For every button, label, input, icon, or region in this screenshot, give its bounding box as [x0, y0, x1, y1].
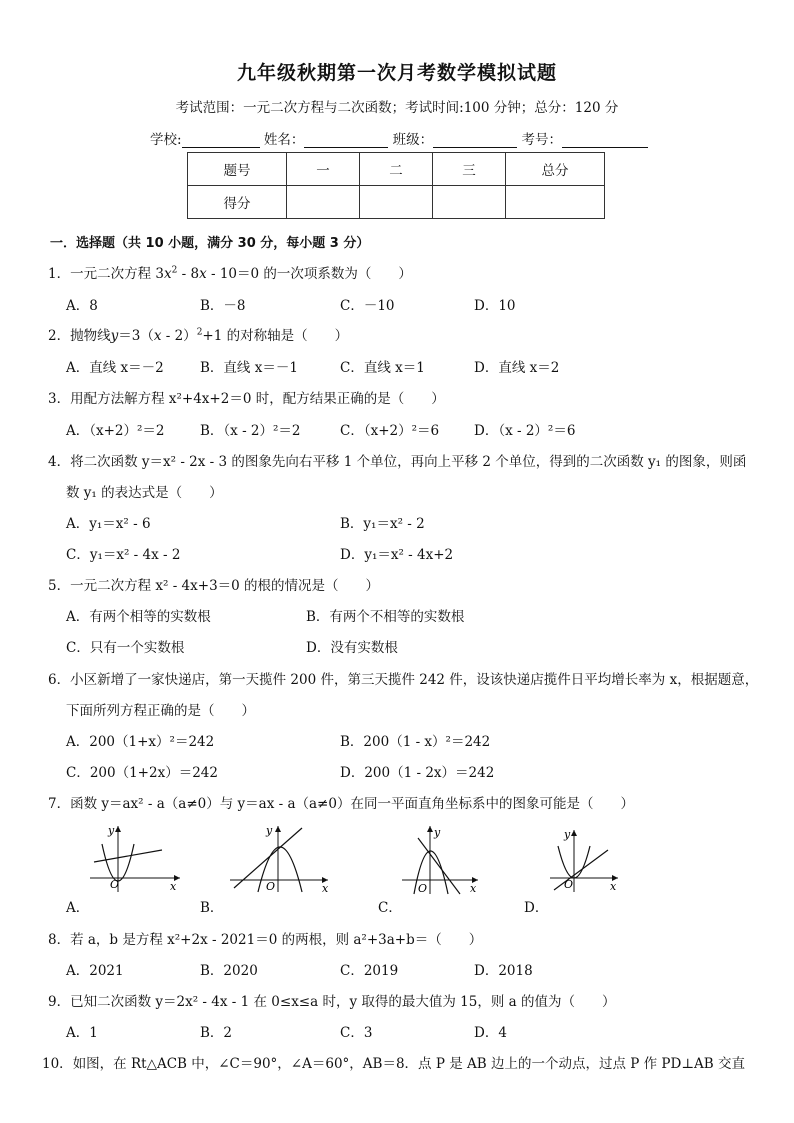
student-info-line [150, 128, 648, 148]
score-cell[interactable] [287, 186, 360, 219]
y-axis-label: y [564, 828, 571, 841]
option-b[interactable]: B．2020 [200, 963, 258, 979]
question-text: 如图，在 Rt△ACB 中，∠C＝90°，∠A＝60°，AB＝8．点 P 是 AB 边上的一个动点，过点 P 作 PD⊥AB 交直 [72, 1056, 745, 1072]
graph-option-d [548, 824, 622, 894]
option-d[interactable]: D．200（1 - 2x）＝242 [340, 765, 495, 781]
option-d[interactable]: D．（x - 2）²＝6 [474, 423, 576, 439]
question-number: 7． [48, 796, 71, 812]
graph-option-c [400, 822, 484, 896]
score-cell[interactable] [360, 186, 433, 219]
y-axis-label: y [266, 824, 273, 837]
option-b[interactable]: B．200（1 - x）²＝242 [340, 734, 491, 750]
question-5 [48, 574, 379, 594]
score-row-label: 得分 [188, 186, 287, 219]
option-c[interactable]: C．2019 [340, 963, 399, 979]
question-7 [48, 792, 634, 812]
class-label: 班级： [392, 132, 434, 148]
option-b[interactable]: B．y₁＝x² - 2 [340, 516, 425, 532]
option-a[interactable]: A．200（1+x）²＝242 [66, 734, 215, 750]
question-text: 用配方法解方程 x²+4x+2＝0 时，配方结果正确的是（ ） [70, 391, 445, 407]
option-c[interactable]: C．只有一个实数根 [66, 640, 185, 656]
question-text: 小区新增了一家快递店，第一天揽件 200 件，第三天揽件 242 件，设该快递店揽件日平均增长率为 x，根据题意， [70, 672, 759, 688]
question-number: 5． [48, 578, 71, 594]
question-number: 3． [48, 391, 71, 407]
question-6-line2: 下面所列方程正确的是（ ） [66, 703, 255, 719]
option-a[interactable]: A．8 [66, 298, 98, 314]
option-c[interactable]: C．200（1+2x）＝242 [66, 765, 218, 781]
score-table-header-row [188, 153, 605, 186]
question-text: 若 a，b 是方程 x²+2x - 2021＝0 的两根，则 a²+3a+b＝（ ） [70, 932, 483, 948]
score-table-score-row [188, 186, 605, 219]
score-cell[interactable] [506, 186, 605, 219]
question-2: 2．抛物线y＝3（x - 2）$^2$+1 的对称轴是（ ） [48, 327, 349, 344]
class-field[interactable] [433, 133, 517, 148]
y-axis-label: y [108, 824, 115, 837]
question-text: 将二次函数 y＝x² - 2x - 3 的图象先向右平移 1 个单位，再向上平移 2 个单位，得到的二次函数 y₁ 的图象，则函 [70, 454, 747, 470]
graph-option-a [88, 822, 184, 894]
question-number: 10． [42, 1056, 73, 1072]
option-c[interactable]: C．3 [340, 1025, 373, 1041]
question-3 [48, 387, 445, 407]
question-number: 9． [48, 994, 71, 1010]
option-a[interactable]: A． [66, 900, 90, 916]
question-number: 1． [48, 266, 71, 282]
score-cell[interactable] [433, 186, 506, 219]
option-d[interactable]: D．没有实数根 [306, 640, 398, 656]
question-9 [48, 990, 615, 1010]
score-header-cell: 总分 [506, 153, 605, 186]
question-text: - 8 [177, 266, 200, 282]
option-b[interactable]: B．（x - 2）²＝2 [200, 423, 301, 439]
question-4 [48, 450, 746, 470]
question-text: 一元二次方程 x² - 4x+3＝0 的根的情况是（ ） [70, 578, 380, 594]
question-10 [42, 1052, 745, 1072]
score-header-cell: 二 [360, 153, 433, 186]
question-6 [48, 668, 758, 688]
option-b[interactable]: B．直线 x＝－1 [200, 360, 298, 376]
section-heading: 一．选择题（共 10 小题，满分 30 分，每小题 3 分） [50, 236, 370, 251]
question-1: 1．一元二次方程 $3x^2 - 8x - 10=0$ 的一次项系数为（ ） [48, 265, 412, 282]
origin-label: O [266, 880, 276, 893]
origin-label: O [110, 878, 120, 891]
name-label: 姓名： [263, 132, 305, 148]
x-axis-label: x [322, 882, 329, 894]
question-number: 8． [48, 932, 71, 948]
x-axis-label: x [470, 882, 477, 895]
origin-label: O [418, 882, 428, 895]
option-c[interactable]: C． [378, 900, 402, 916]
id-field[interactable] [562, 133, 648, 148]
question-text: 函数 y＝ax² - a（a≠0）与 y＝ax - a（a≠0）在同一平面直角坐标系中的图象可能是（ ） [70, 796, 634, 812]
exam-subtitle: 考试范围：一元二次方程与二次函数；考试时间:100 分钟；总分：120 分 [175, 100, 619, 116]
score-header-cell: 三 [433, 153, 506, 186]
question-text: 抛物线 [70, 328, 111, 344]
score-header-cell: 题号 [188, 153, 287, 186]
option-b[interactable]: B． [200, 900, 224, 916]
option-d[interactable]: D．直线 x＝2 [474, 360, 560, 376]
question-number: 2． [48, 328, 71, 344]
option-b[interactable]: B．2 [200, 1025, 233, 1041]
origin-label: O [564, 878, 574, 891]
y-axis-label: y [434, 826, 441, 839]
question-8 [48, 928, 482, 948]
name-field[interactable] [304, 133, 388, 148]
option-a[interactable]: A．2021 [66, 963, 124, 979]
question-4-line2: 数 y₁ 的表达式是（ ） [66, 485, 223, 501]
score-header-cell: 一 [287, 153, 360, 186]
question-text: - 10＝0 的一次项系数为（ ） [206, 266, 412, 282]
option-a[interactable]: A．y₁＝x² - 6 [66, 516, 151, 532]
option-d[interactable]: D．10 [474, 298, 516, 314]
option-a[interactable]: A．有两个相等的实数根 [66, 609, 211, 625]
question-text: 一元二次方程 3 [70, 266, 164, 282]
option-c[interactable]: C．（x+2）²＝6 [340, 423, 440, 439]
question-text: 已知二次函数 y＝2x² - 4x - 1 在 0≤x≤a 时，y 取得的最大值为 15，则 a 的值为（ ） [70, 994, 616, 1010]
option-d[interactable]: D． [524, 900, 549, 916]
id-label: 考号： [521, 132, 562, 148]
x-axis-label: x [610, 880, 617, 893]
option-c[interactable]: C．－10 [340, 298, 395, 314]
x-axis-label: x [170, 880, 177, 893]
option-d[interactable]: D．4 [474, 1025, 507, 1041]
option-a[interactable]: A．1 [66, 1025, 98, 1041]
school-field[interactable] [182, 133, 260, 148]
option-a[interactable]: A．（x+2）²＝2 [66, 423, 165, 439]
option-b[interactable]: B．－8 [200, 298, 246, 314]
question-number: 4． [48, 454, 71, 470]
option-d[interactable]: D．y₁＝x² - 4x+2 [340, 547, 454, 563]
question-number: 6． [48, 672, 71, 688]
option-d[interactable]: D．2018 [474, 963, 533, 979]
option-a[interactable]: A．直线 x＝－2 [66, 360, 164, 376]
score-table [187, 152, 605, 219]
page-title: 九年级秋期第一次月考数学模拟试题 [236, 62, 557, 84]
option-c[interactable]: C．直线 x＝1 [340, 360, 425, 376]
option-c[interactable]: C．y₁＝x² - 4x - 2 [66, 547, 181, 563]
graph-option-b [228, 822, 334, 894]
option-b[interactable]: B．有两个不相等的实数根 [306, 609, 465, 625]
school-label: 学校: [150, 132, 182, 148]
